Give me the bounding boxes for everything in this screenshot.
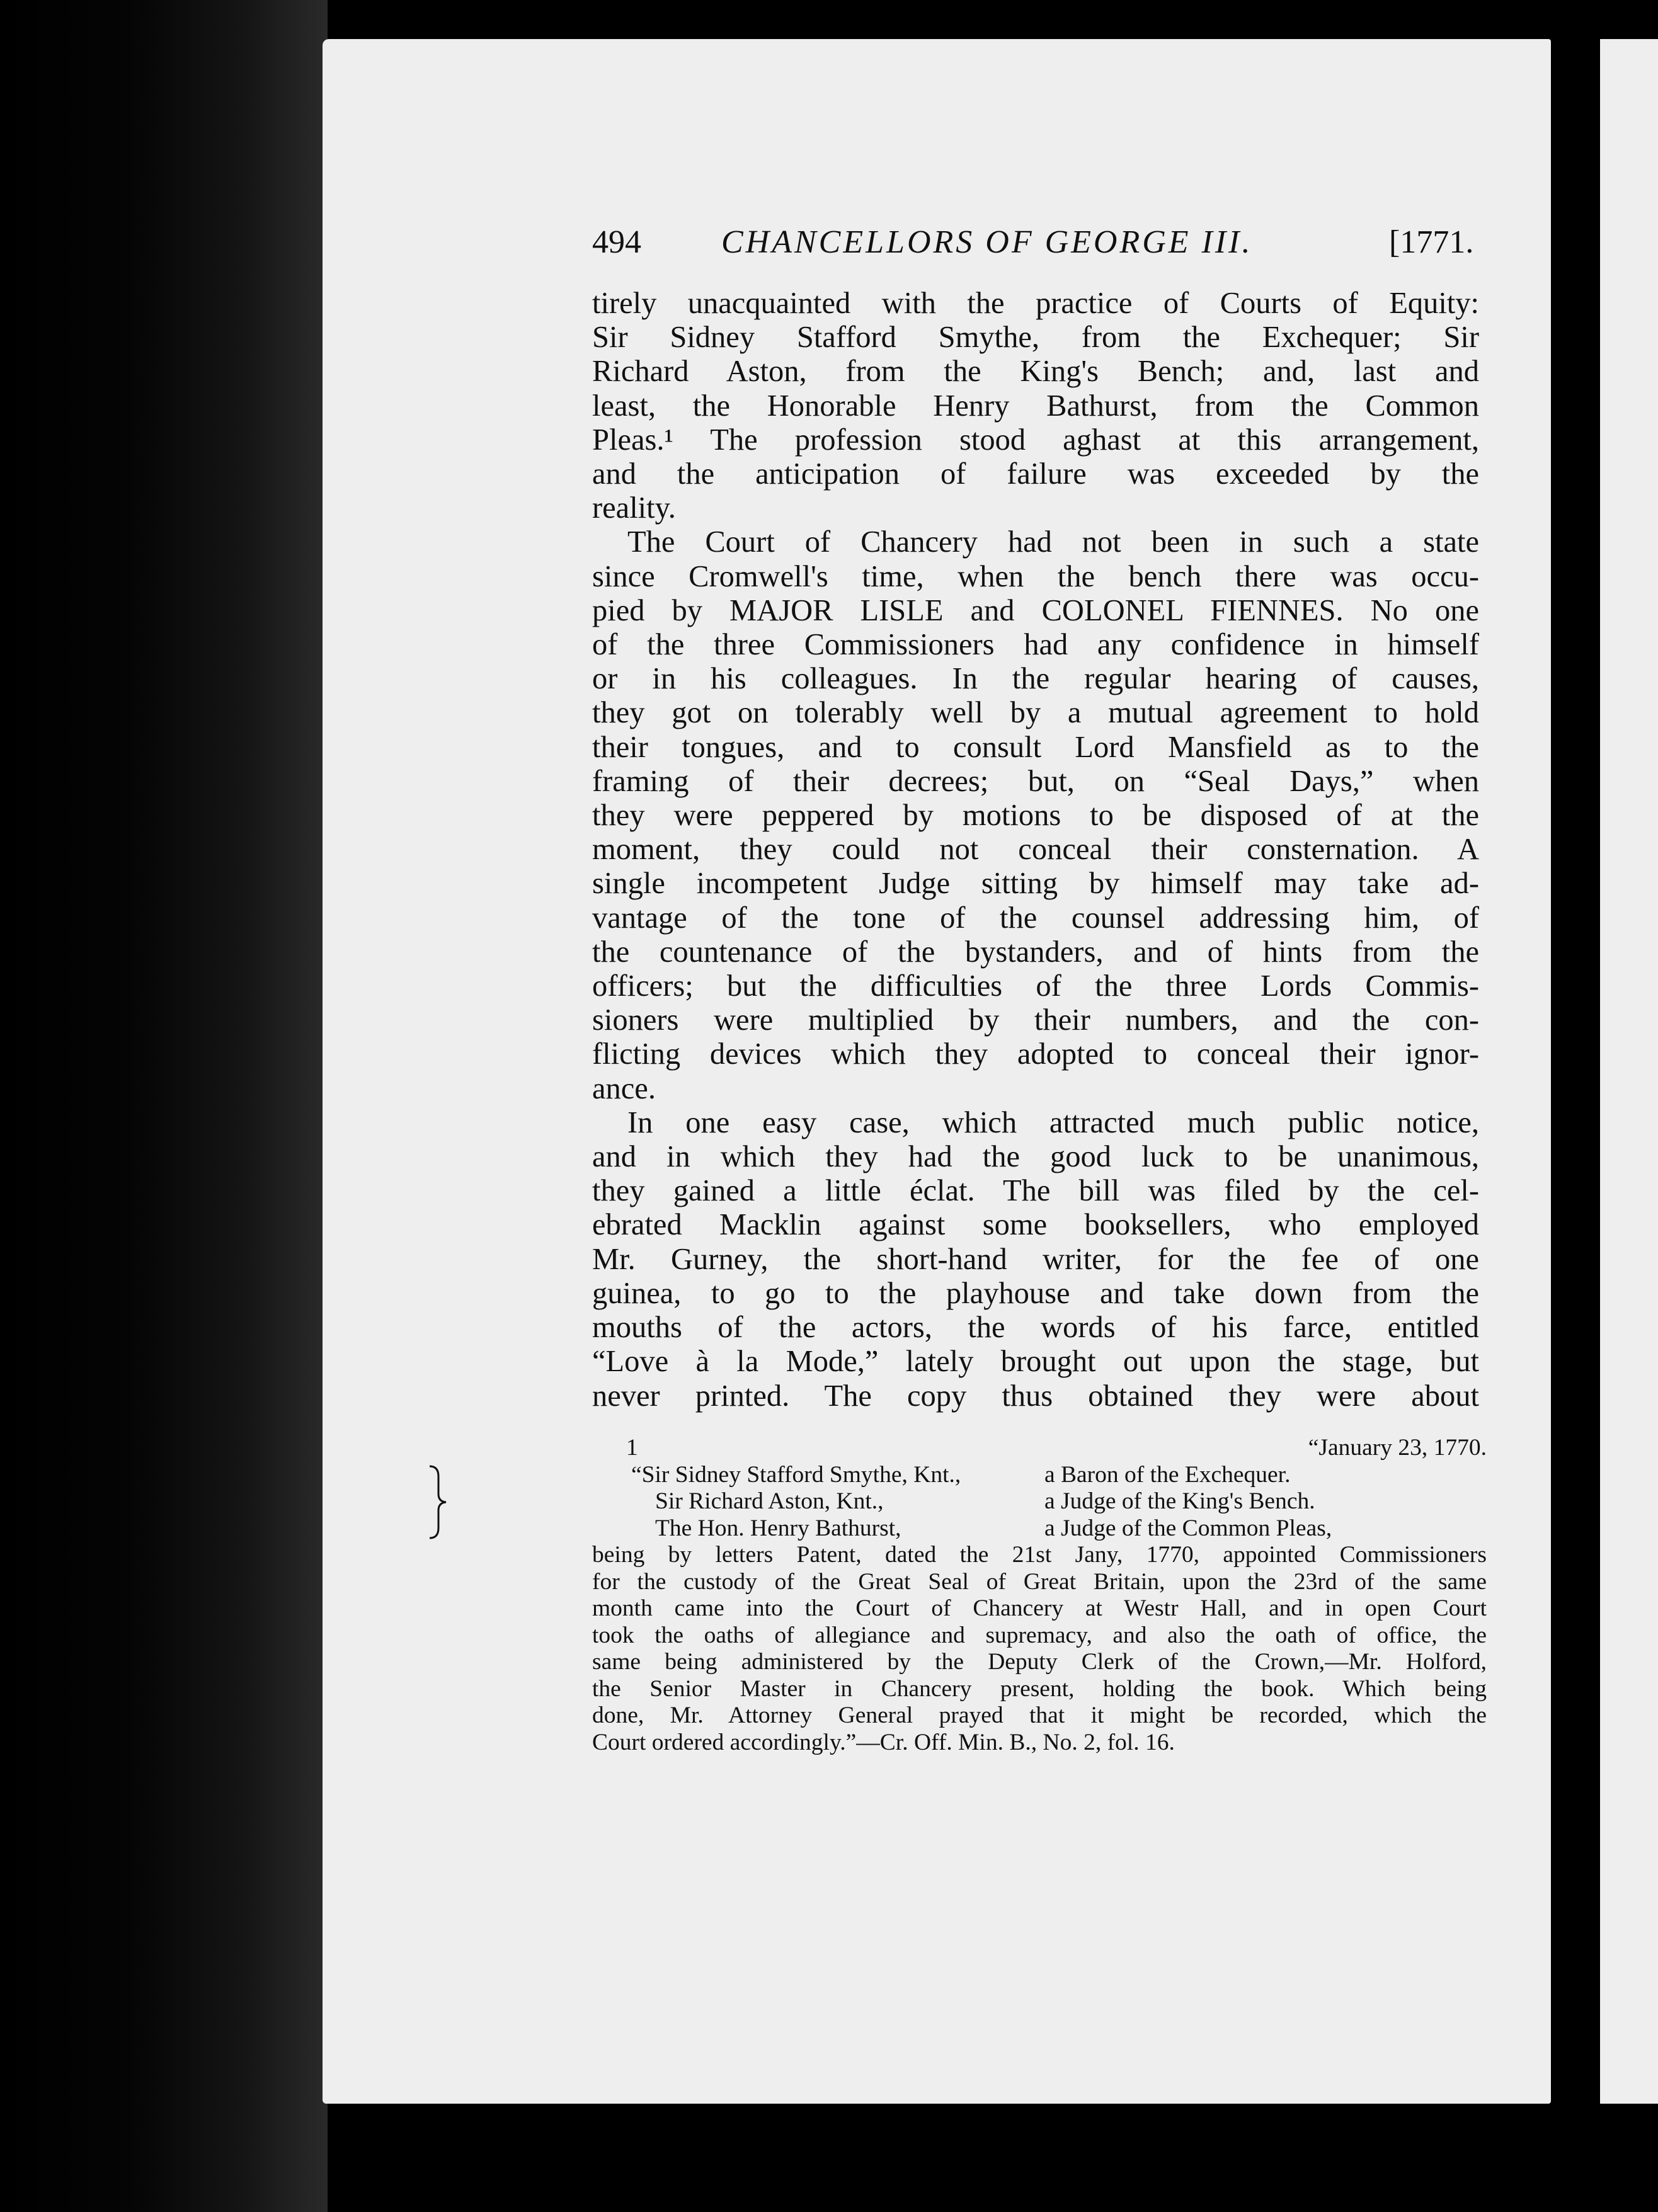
text-line: guinea, to go to the playhouse and take down from the xyxy=(592,1276,1479,1310)
footnote-line: done, Mr. Attorney General prayed that it might be recorded, which the xyxy=(592,1702,1487,1728)
text-line: tirely unacquainted with the practice of Courts of Equity: xyxy=(592,287,1479,320)
commissioner-role: a Judge of the Common Pleas, xyxy=(1044,1515,1332,1541)
text-line: least, the Honorable Henry Bathurst, from the Common xyxy=(592,389,1479,423)
page-number: 494 xyxy=(592,224,641,260)
footnote-line: same being administered by the Deputy Clerk of the Crown,—Mr. Holford, xyxy=(592,1649,1487,1675)
footnote-brace xyxy=(427,1464,450,1541)
commissioner-entry xyxy=(592,1488,1487,1515)
text-line: Pleas.¹ The profession stood aghast at this arrangement, xyxy=(592,423,1479,457)
footnote xyxy=(592,1435,1487,1756)
scan-dark-margin xyxy=(0,0,328,2212)
text-line: or in his colleagues. In the regular hearing of causes, xyxy=(592,662,1479,696)
text-line: they got on tolerably well by a mutual agreement to hold xyxy=(592,696,1479,730)
text-line: and in which they had the good luck to be unanimous, xyxy=(592,1140,1479,1174)
text-line: framing of their decrees; but, on “Seal Days,” when xyxy=(592,764,1479,798)
text-line: moment, they could not conceal their consternation. A xyxy=(592,833,1479,867)
text-line: single incompetent Judge sitting by himself may take ad- xyxy=(592,867,1479,901)
text-line: of the three Commissioners had any confidence in himself xyxy=(592,628,1479,662)
text-line: vantage of the tone of the counsel addressing him, of xyxy=(592,901,1479,935)
text-line: The Court of Chancery had not been in such a state xyxy=(627,525,1479,559)
text-line: mouths of the actors, the words of his farce, entitled xyxy=(592,1311,1479,1345)
paragraph-2 xyxy=(592,525,1479,1105)
commissioner-role: a Judge of the King's Bench. xyxy=(1044,1488,1315,1514)
header-year: [1771. xyxy=(1389,224,1474,260)
footnote-line: the Senior Master in Chancery present, holding the book. Which being xyxy=(592,1675,1487,1702)
commissioner-entry xyxy=(592,1515,1487,1542)
text-line: and the anticipation of failure was exceeded by the xyxy=(592,457,1479,491)
footnote-line: being by letters Patent, dated the 21st Jany, 1770, appointed Commissioners xyxy=(592,1542,1487,1568)
body-text xyxy=(592,287,1479,1413)
commissioner-name: “Sir Sidney Stafford Smythe, Knt., xyxy=(631,1461,961,1488)
text-line: they gained a little éclat. The bill was filed by the cel- xyxy=(592,1174,1479,1208)
footnote-line: for the custody of the Great Seal of Great Britain, upon the 23rd of the same xyxy=(592,1568,1487,1595)
footnote-header xyxy=(592,1435,1487,1462)
commissioner-name: The Hon. Henry Bathurst, xyxy=(655,1515,901,1541)
text-line: since Cromwell's time, when the bench there was occu- xyxy=(592,559,1479,593)
text-line: flicting devices which they adopted to conceal their ignor- xyxy=(592,1037,1479,1071)
footnote-line: month came into the Court of Chancery at Westr Hall, and in open Court xyxy=(592,1595,1487,1621)
footnote-line: Court ordered accordingly.”—Cr. Off. Min. B., No. 2, fol. 16. xyxy=(592,1729,1175,1755)
paragraph-1 xyxy=(592,287,1479,525)
text-line: “Love à la Mode,” lately brought out upon the stage, but xyxy=(592,1345,1479,1379)
text-line: the countenance of the bystanders, and of hints from the xyxy=(592,935,1479,969)
text-line: reality. xyxy=(592,491,676,525)
running-header xyxy=(592,224,1487,268)
text-line: ebrated Macklin against some booksellers, who employed xyxy=(592,1208,1479,1242)
text-line: they were peppered by motions to be disposed of at the xyxy=(592,799,1479,833)
text-line: ance. xyxy=(592,1071,656,1105)
paragraph-3 xyxy=(592,1106,1479,1413)
footnote-line: took the oaths of allegiance and supremacy, and also the oath of office, the xyxy=(592,1622,1487,1648)
commissioner-entry xyxy=(592,1462,1487,1489)
commissioner-role: a Baron of the Exchequer. xyxy=(1044,1461,1291,1488)
text-line: In one easy case, which attracted much public notice, xyxy=(627,1105,1479,1139)
text-line: Sir Sidney Stafford Smythe, from the Exchequer; Sir xyxy=(592,321,1479,355)
commissioner-name: Sir Richard Aston, Knt., xyxy=(655,1488,884,1514)
text-line: pied by MAJOR LISLE and COLONEL FIENNES. No one xyxy=(592,593,1479,627)
text-line: sioners were multiplied by their numbers, and the con- xyxy=(592,1003,1479,1037)
text-line: Richard Aston, from the King's Bench; and, last and xyxy=(592,355,1479,389)
text-line: officers; but the difficulties of the three Lords Commis- xyxy=(592,969,1479,1003)
footnote-date: “January 23, 1770. xyxy=(1308,1435,1487,1461)
text-line: Mr. Gurney, the short-hand writer, for the fee of one xyxy=(592,1242,1479,1276)
running-title: CHANCELLORS OF GEORGE III. xyxy=(721,224,1253,260)
facing-page-edge xyxy=(1600,39,1658,2104)
text-line: never printed. The copy thus obtained they were about xyxy=(592,1379,1479,1413)
footnote-marker: 1 xyxy=(626,1435,638,1461)
text-line: their tongues, and to consult Lord Mansfield as to the xyxy=(592,730,1479,764)
